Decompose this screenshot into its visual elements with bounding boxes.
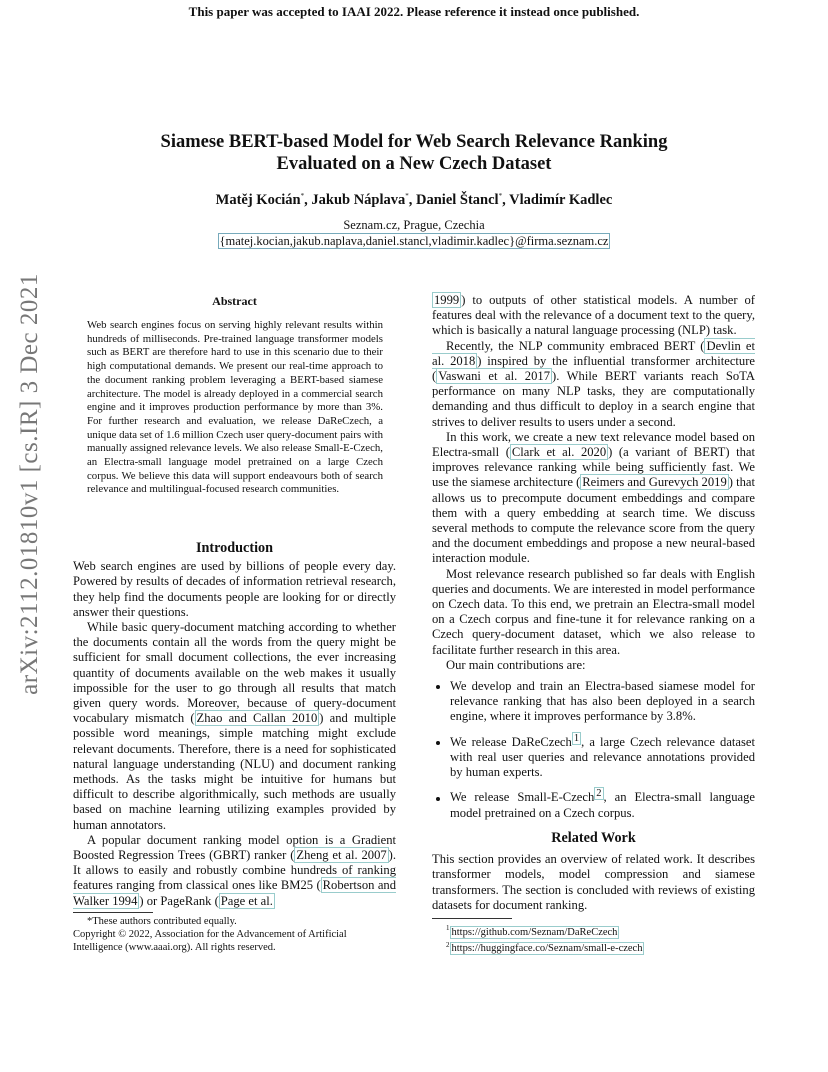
list-item: • We develop and train an Electra-based siamese model for relevance ranking that has also been deployed in a search engine, where it improves performance by 3.8%. [450, 679, 755, 725]
related-work-heading: Related Work [551, 830, 636, 847]
email-line [0, 234, 828, 249]
right-paragraph-2: Recently, the NLP community embraced BERT ( Devlin et al. 2018 ) inspired by the influential transformer architecture ( Vaswani et al. 2017 ). While BERT variants reach SoTA performance on many NLP tasks, they are computationally demanding and thus difficult to deploy in a search engine that strives to deliver results to users under a second. [432, 338, 755, 429]
author-mark: * [405, 192, 409, 201]
author-list: Matěj Kocián*, Jakub Náplava*, Daniel Štancl*, Vladimír Kadlec [215, 192, 613, 208]
affiliation: Seznam.cz, Prague, Czechia [343, 218, 485, 232]
author-mark: * [498, 192, 503, 201]
footnote-star: *These authors contributed equally. [87, 916, 237, 927]
abstract-heading: Abstract [212, 294, 257, 308]
footnote-1: $^1$ https://github.com/Seznam/DaReCzech [446, 924, 618, 938]
list-item: • We release Small-E-Czech $^2$ , an Electra-small language model pretrained on a Czech corpus. [450, 786, 755, 821]
citation-link[interactable]: Zheng et al. 2007 [296, 848, 387, 863]
title-line-2: Evaluated on a New Czech Dataset [276, 154, 552, 174]
acceptance-banner: This paper was accepted to IAAI 2022. Please reference it instead once published. [188, 4, 640, 19]
author-name: Matěj Kocián [215, 192, 301, 208]
footnote-rule [73, 912, 153, 913]
arxiv-stamp: arXiv:2112.01810v1 [cs.IR] 3 Dec 2021 [16, 273, 43, 695]
list-item: • We release DaReCzech $^1$ , a large Czech relevance dataset with real user queries and relevance annotations provided by human experts. [450, 731, 755, 781]
citation-link[interactable]: Clark et al. 2020 [511, 445, 607, 460]
right-column [432, 293, 755, 913]
paper-title [0, 131, 828, 175]
introduction-heading: Introduction [196, 540, 273, 556]
left-column [73, 541, 396, 909]
intro-paragraph-1: Web search engines are used by billions of people every day. Powered by results of decades of information retrieval research, they help find the documents people are looking for or directly answer their questions. [73, 559, 396, 619]
footnote-ref[interactable]: 1 [573, 732, 580, 744]
author-name: Jakub Náplava [311, 192, 406, 208]
right-paragraph-3: In this work, we create a new text relevance model based on Electra-small ( Clark et al. 2020 ) (a variant of BERT) that improves relevance ranking while being sufficiently fast. We use the siamese architecture ( Reimers and Gurevych 2019 ) that allows us to precompute document embeddings and compare them with a query embedding at search time. We discuss several methods to compute the relevance score from the query and the document embeddings and propose a new neural-based interaction module. [432, 429, 755, 566]
copyright-notice: Copyright © 2022, Association for the Advancement of Artificial Intelligence (www.aaai.org). All rights reserved. [73, 929, 347, 953]
citation-link[interactable]: Page et al. [220, 893, 273, 908]
author-name: Vladimír Kadlec [509, 192, 613, 208]
related-work-paragraph: This section provides an overview of related work. It describes transformer models, model compression and siamese transformers. The section is concluded with reviews of existing datasets for document ranking. [432, 852, 755, 912]
author-name: Daniel Štancl [416, 192, 499, 208]
citation-link[interactable]: 1999 [434, 293, 460, 307]
footnotes [446, 922, 644, 955]
contributions-intro: Our main contributions are: [446, 657, 586, 672]
citation-link[interactable]: Vaswani et al. 2017 [438, 369, 550, 384]
footnote-rule [432, 918, 512, 919]
intro-paragraph-2: While basic query-document matching according to whether the documents contain all the words from the query might be sufficient for small document collections, the ever increasing quantity of documents available on the web makes it usually impossible for the user to go through all results that match given query words. Moreover, because of query-document vocabulary mismatch ( Zhao and Callan 2010 ) and multiple possible word meanings, simple matching might exclude relevant documents. Therefore, there is a need for sophisticated natural language understanding (NLU) and document ranking methods. As the tasks might be intuitive for humans but difficult to describe algorithmically, such methods are usually based on machine learning utilizing examples provided by human annotators. [73, 620, 397, 832]
title-line-1: Siamese BERT-based Model for Web Search Relevance Ranking [160, 132, 668, 152]
author-mark: * [300, 192, 305, 201]
citation-link[interactable]: Reimers and Gurevych 2019 [582, 475, 727, 490]
footnote-url[interactable]: https://huggingface.co/Seznam/small-e-czech [451, 943, 643, 954]
equal-contribution-note [73, 915, 396, 954]
footnote-ref[interactable]: 2 [596, 788, 602, 800]
citation-link[interactable]: Devlin et al. 2018 [432, 338, 755, 368]
footnote-url[interactable]: https://github.com/Seznam/DaReCzech [451, 926, 618, 938]
citation-link[interactable]: Robertson and Walker 1994 [73, 878, 396, 908]
contributions-list [432, 679, 755, 821]
email-link[interactable]: {matej.kocian,jakub.naplava,daniel.stancl,vladimir.kadlec}@firma.seznam.cz [219, 234, 609, 248]
citation-link[interactable]: Zhao and Callan 2010 [196, 711, 318, 726]
right-paragraph-4: Most relevance research published so far deals with English queries and documents. We are interested in model performance on Czech data. To this end, we pretrain an Electra-small model on a Czech corpus and fine-tune it for relevance ranking on a Czech query-document dataset, which we also release to facilitate further research in this area. [432, 566, 755, 657]
intro-paragraph-3: A popular document ranking model option is a Gradient Boosted Regression Trees (GBRT) ranker ( Zheng et al. 2007 ). It allows to easily and robustly combine hundreds of ranking features ranging from classical ones like BM25 ( Robertson and Walker 1994 ) or PageRank ( Page et al. [73, 832, 397, 908]
right-paragraph-1: 1999 ) to outputs of other statistical models. A number of features deal with the relevance of a document text to the query, which is basically a natural language processing (NLP) task. [432, 293, 755, 338]
footnote-2: $^2$ https://huggingface.co/Seznam/small-e-czech [446, 940, 643, 954]
abstract-body: Web search engines focus on serving highly relevant results within hundreds of milliseconds. Pre-trained language transformer models such as BERT are therefore hard to use in this scenario due to their high computational demands. We present our real-time approach to the document ranking problem leveraging a BERT-based siamese architecture. The model is already deployed in a commercial search engine and it improves production performance by more than 3%. For further research and evaluation, we release DaReCzech, a unique data set of 1.6 million Czech user query-document pairs with manually assigned relevance levels. We also release Small-E-Czech, an Electra-small language model pretrained on a large Czech corpus. We believe this data will support endeavours both of search relevance and multilingual-focused research communities. [87, 319, 383, 496]
